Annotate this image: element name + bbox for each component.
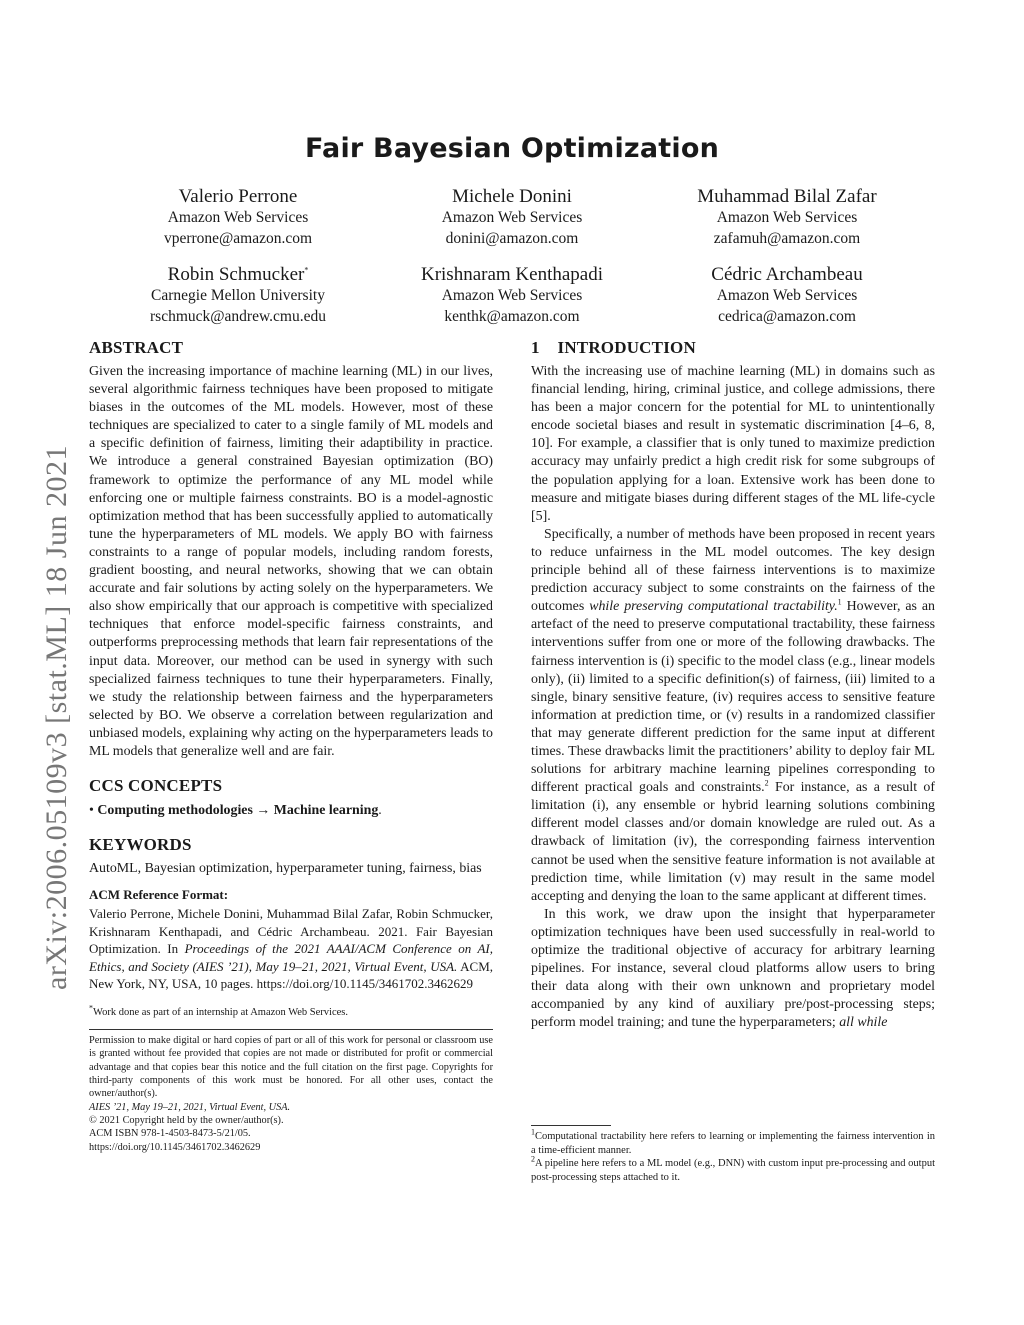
author-block	[88, 264, 388, 327]
author-name: Michele Donini	[452, 186, 572, 207]
ccs-item: Computing methodologies	[97, 803, 253, 819]
abstract-heading: ABSTRACT	[89, 338, 184, 357]
author-block	[88, 186, 388, 249]
text-run: For instance, as a result of limitation (i), any ensemble or hybrid learning solutions combining different model classes and/or domain knowledge are ruled out. As a drawback of limitation (iv), the corresponding fairness intervention cannot be used when the sensitive feature information is not available at prediction time, while limitation (v) may result in the same model accepting and denying the loan to the same applicant at different times.	[531, 780, 935, 904]
ccs-item: Machine learning	[273, 803, 379, 819]
author-name: Valerio Perrone	[178, 186, 298, 207]
text-run: However, as an artefact of the need to preserve computational tractability, these fairness interventions suffer from one or more of the following drawbacks. The fairness intervention is (i) specific to the model class (e.g., linear models only), (ii) limited to a specific definition(s) of fairness, (iii) limited to a single, binary sensitive feature, (iv) requires access to sensitive feature information at prediction time, or (v) results in a randomized classifier that may generate different prediction for the same input at different times. These drawbacks limit the practitioners’ ability to deploy fair ML solutions for arbitrary machine learning pipelines corresponding to different practical goals and constraints.	[531, 599, 935, 796]
text-run: In this work, we draw upon the insight that hyperparameter optimization techniques have been used successfully in real-world to optimize the traditional objective of accuracy for arbitrary learning pipelines. For instance, several cloud platforms allow users to bring their data along with their own unknown and proprietary model accompanied by any kind of auxiliary pre/post-processing steps; perform model training; and tune the hyperparameters;	[531, 906, 935, 1031]
bullet: •	[89, 803, 94, 819]
author-affiliation: Amazon Web Services	[167, 209, 309, 226]
text-run: while preserving computational tractability.	[589, 599, 838, 615]
arrow-glyph: →	[256, 803, 271, 819]
footnote-mark: 1	[531, 1127, 535, 1137]
author-affiliation: Amazon Web Services	[716, 287, 858, 304]
paper-title: Fair Bayesian Optimization	[305, 133, 719, 164]
author-block	[637, 186, 937, 249]
permission-notice: Permission to make digital or hard copies of part or all of this work for personal or classroom use is granted without fee provided that copies are not made or distributed for profit or commercial advantage and that copies bear this notice and the full citation on the first page. Copyrights for third-party components of this work must be honored. For all other uses, contact the owner/author(s).	[89, 1035, 493, 1100]
left-column	[89, 338, 493, 1154]
footnote	[531, 1127, 935, 1157]
footnote-star	[89, 1003, 493, 1020]
divider	[531, 1125, 611, 1126]
footnote-ref[interactable]: 2	[764, 778, 769, 788]
author-name: Muhammad Bilal Zafar	[697, 186, 877, 207]
ccs-concepts	[89, 802, 493, 820]
acm-ref-venue: Proceedings of the 2021 AAAI/ACM Conference on AI, Ethics, and Society (AIES ’21), May 19–21, 2021, Virtual Event, USA.	[89, 941, 494, 974]
divider	[89, 1029, 493, 1030]
footnotes-block	[531, 1125, 935, 1184]
author-email: kenthk@amazon.com	[444, 308, 580, 325]
footnote-mark: *	[89, 1003, 93, 1013]
author-block	[362, 186, 662, 249]
author-name: Robin Schmucker	[167, 264, 305, 285]
text-run: all while	[839, 1015, 888, 1031]
abstract-text: Given the increasing importance of machine learning (ML) in our lives, several algorithmic fairness techniques have been proposed to mitigate biases in the outcomes of the ML models. However, most of these techniques are specialized to cater to a single family of ML models and a specific definition of fairness, limiting their adaptibility in practice. We introduce a general constrained Bayesian optimization (BO) framework to optimize the performance of any ML model while enforcing one or multiple fairness constraints. BO is a model-agnostic optimization method that has been successfully applied to automatically tune the hyperparameters of ML models. We apply BO with fairness constraints to a range of popular models, including random forests, gradient boosting, and neural networks, showing that we can obtain accurate and fair solutions by acting solely on the hyperparameters. We also show empirically that our approach is competitive with specialized techniques that enforce model-specific fairness constraints, and outperforms preprocessing methods that learn fair representations of the input data. Moreover, our method can be used in synergy with such specialized fairness techniques to tune their hyperparameters. Finally, we study the relationship between fairness and the hyperparameters selected by BO. We observe a correlation between regularization and unbiased models, explaining why acting on the hyperparameters leads to ML models that generalize well and are fair.	[89, 364, 493, 759]
author-email: rschmuck@andrew.cmu.edu	[150, 308, 326, 325]
isbn-line: ACM ISBN 978-1-4503-8473-5/21/05.	[89, 1128, 251, 1140]
footnote-mark: *	[304, 265, 309, 275]
author-email: cedrica@amazon.com	[718, 308, 856, 325]
acm-ref-part: ACM, New York, NY, USA, 10 pages. https://doi.org/10.1145/3461702.3462629	[89, 958, 493, 992]
keywords-heading: KEYWORDS	[89, 835, 192, 855]
intro-paragraph	[531, 906, 935, 1033]
keywords-text: AutoML, Bayesian optimization, hyperparameter tuning, fairness, bias	[89, 861, 482, 877]
text-run: Specifically, a number of methods have been proposed in recent years to reduce unfairness in the ML model outcomes. The key design principle behind all of these fairness interventions is to maximize prediction accuracy subject to some constraints on the fairness of the outcomes	[531, 526, 935, 615]
author-name: Cédric Archambeau	[711, 264, 863, 285]
intro-paragraph: With the increasing use of machine learning (ML) in domains such as financial lending, hiring, criminal justice, and college admissions, there has been a major concern for the potential for ML to unintentionally encode societal biases and result in systematic discrimination [4–6, 8, 10]. For example, a classifier that is only tuned to maximize prediction accuracy may unfairly predict a high credit risk for some subgroups of the population applying for a loan. Extensive work has been done to measure and mitigate biases during different stages of the ML life-cycle [5].	[531, 364, 935, 524]
right-column	[531, 338, 935, 1032]
acm-reference-heading: ACM Reference Format:	[89, 887, 229, 903]
venue-line: AIES ’21, May 19–21, 2021, Virtual Event, USA.	[89, 1101, 291, 1113]
footnote	[531, 1154, 935, 1184]
author-affiliation: Amazon Web Services	[441, 209, 583, 226]
intro-paragraph	[531, 526, 935, 906]
author-affiliation: Amazon Web Services	[441, 287, 583, 304]
footnote-text: Work done as part of an internship at Amazon Web Services.	[93, 1006, 349, 1018]
author-block	[637, 264, 937, 327]
ccs-heading: CCS CONCEPTS	[89, 776, 223, 796]
footnote-mark: 2	[531, 1154, 535, 1164]
author-email: zafamuh@amazon.com	[713, 230, 861, 247]
copyright-line: © 2021 Copyright held by the owner/author(s).	[89, 1114, 284, 1126]
author-name: Krishnaram Kenthapadi	[420, 264, 604, 285]
footnote-text: A pipeline here refers to a ML model (e.g., DNN) with custom input pre-processing and output post-processing steps attached to it.	[531, 1158, 935, 1183]
footnote-text: Computational tractability here refers to learning or implementing the fairness intervention in a time-efficient manner.	[531, 1131, 935, 1156]
author-affiliation: Amazon Web Services	[716, 209, 858, 226]
acm-ref-part: Valerio Perrone, Michele Donini, Muhammad Bilal Zafar, Robin Schmucker, Krishnaram Kenthapadi, and Cédric Archambeau. 2021. Fair Bayesian Optimization. In	[89, 906, 493, 957]
doi-link[interactable]: https://doi.org/10.1145/3461702.3462629	[89, 1141, 261, 1153]
author-email: donini@amazon.com	[445, 230, 579, 247]
author-affiliation: Carnegie Mellon University	[151, 287, 325, 304]
footnote-ref[interactable]: 1	[837, 597, 842, 607]
author-block	[362, 264, 662, 327]
author-email: vperrone@amazon.com	[163, 230, 313, 247]
intro-heading: 1 INTRODUCTION	[531, 338, 696, 357]
ccs-end: .	[378, 803, 382, 819]
acm-reference-text	[89, 905, 493, 993]
arxiv-side-label: arXiv:2006.05109v3 [stat.ML] 18 Jun 2021	[40, 445, 73, 990]
